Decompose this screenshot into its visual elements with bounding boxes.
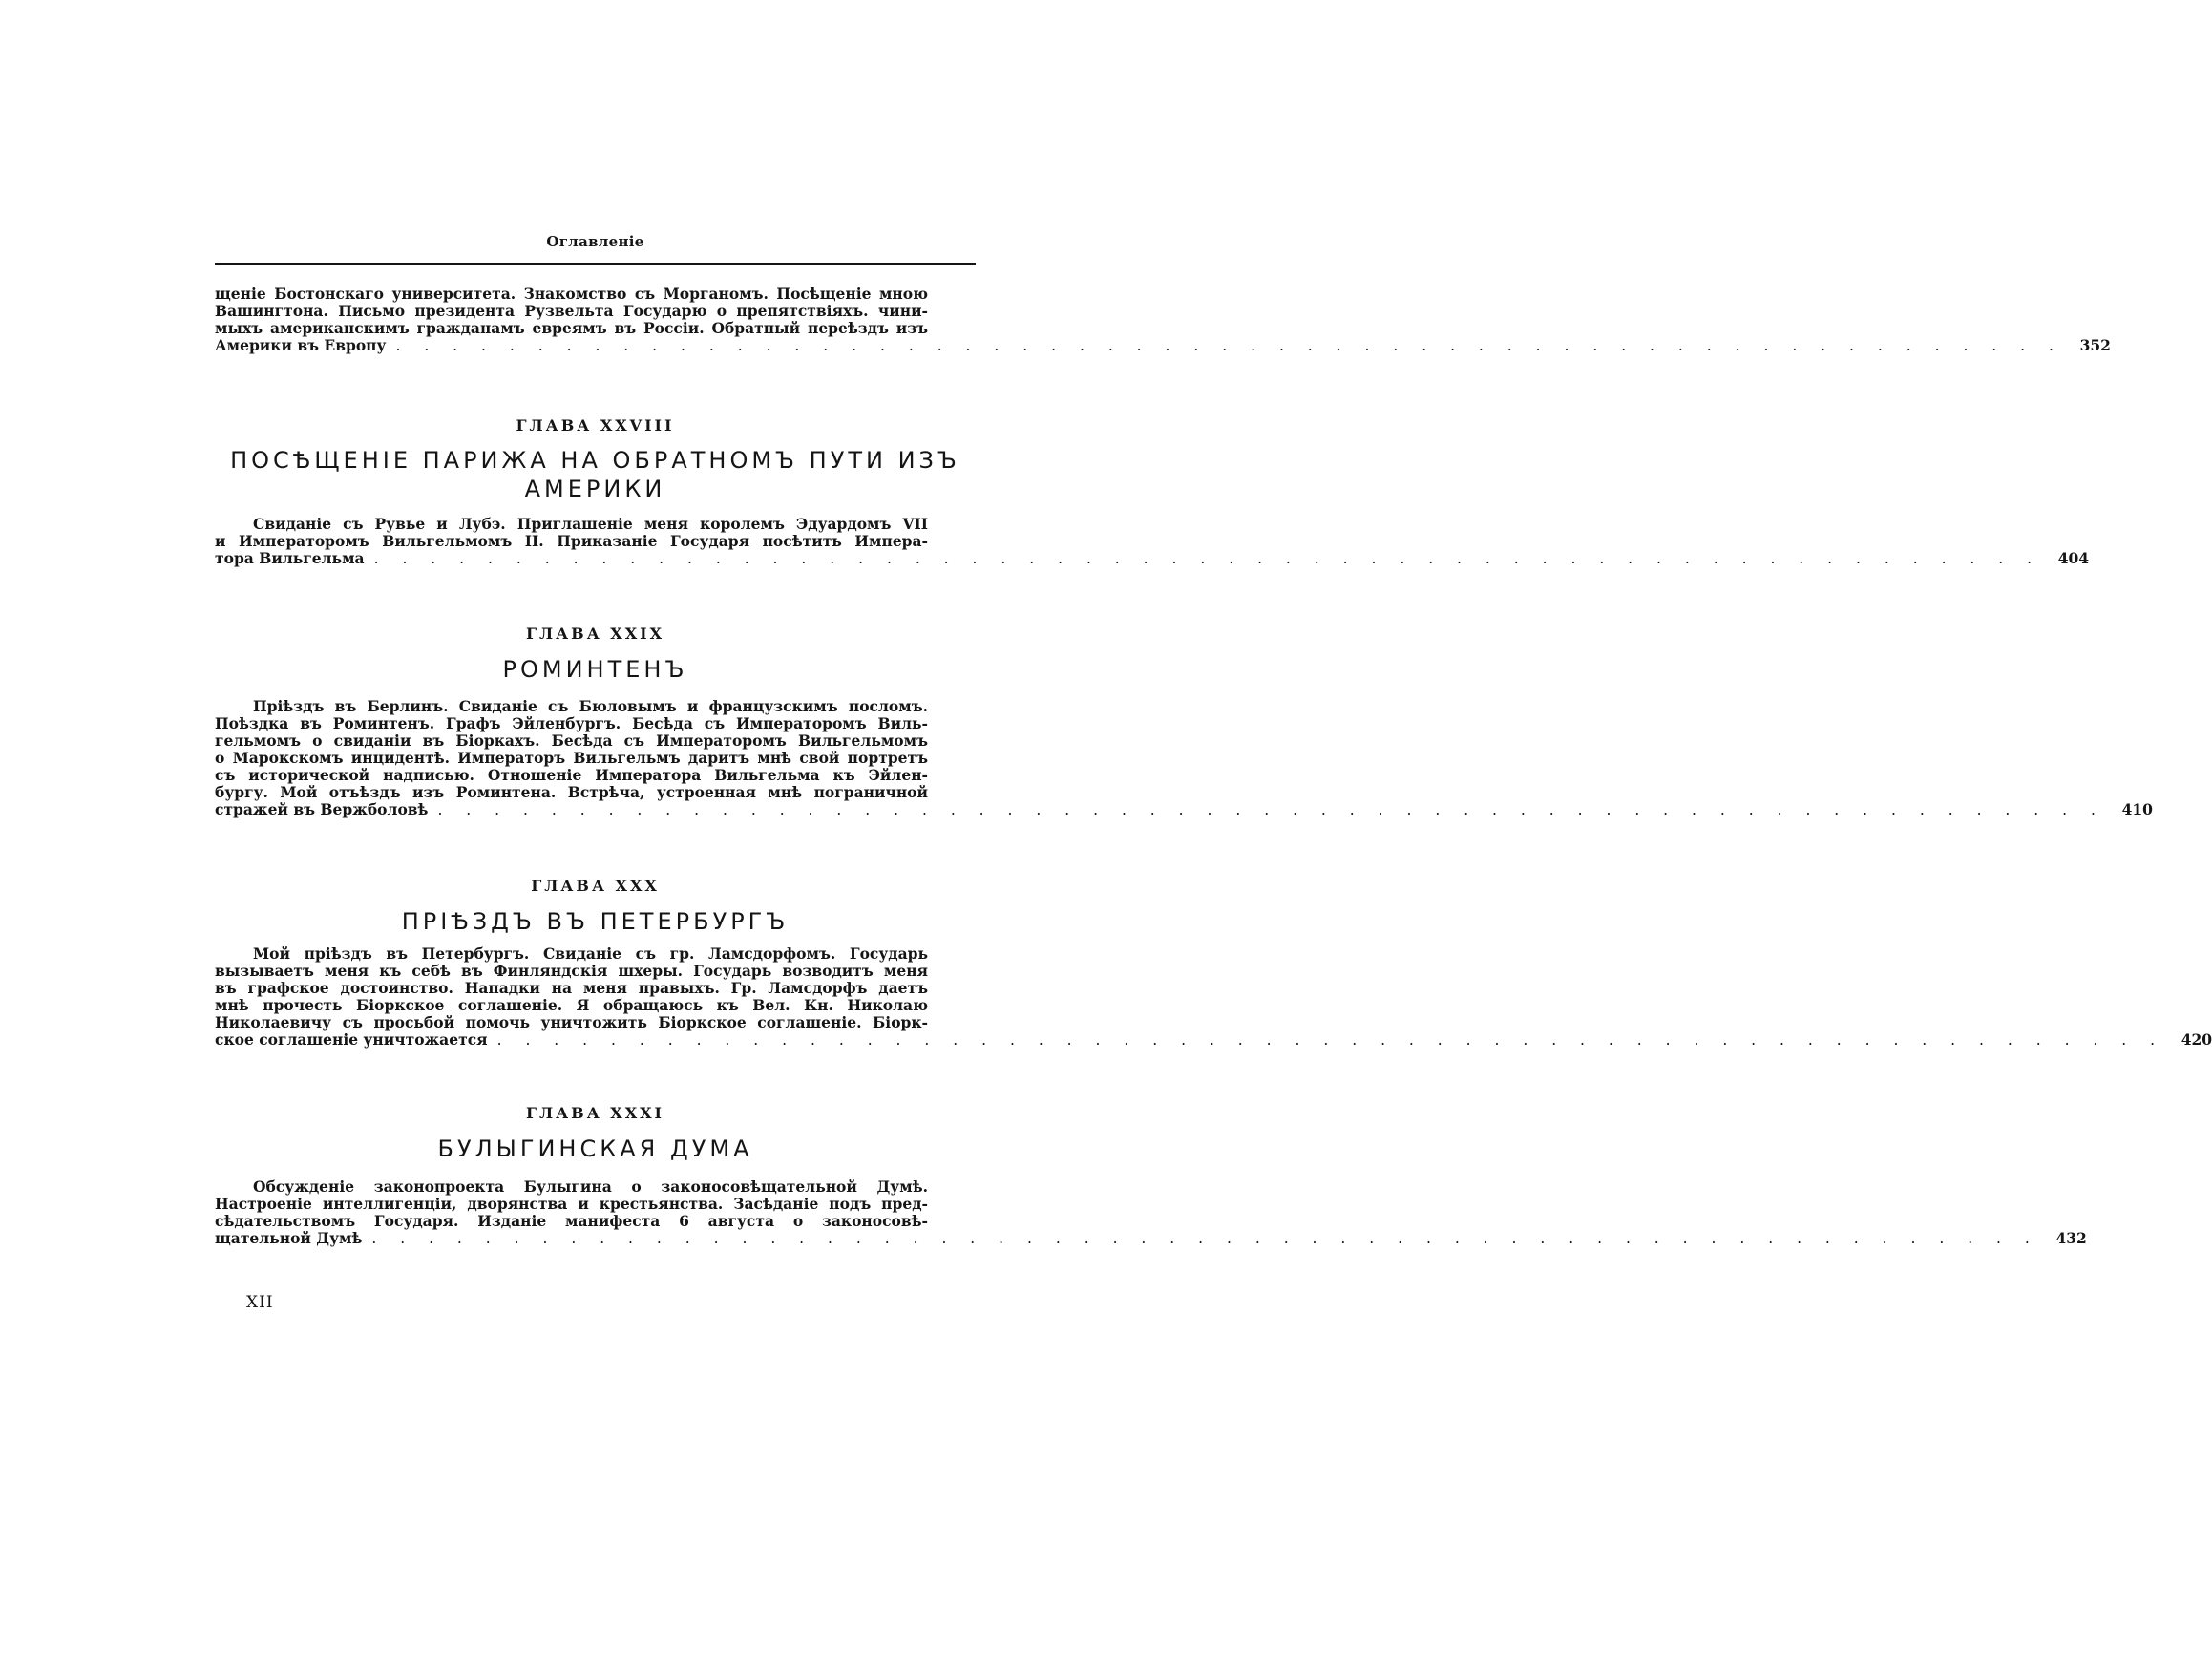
entry-line: и Императоромъ Вильгельмомъ II. Приказаніе Государя посѣтить Импера- <box>215 532 928 550</box>
entry-line: мыхъ американскимъ гражданамъ евреямъ въ Россіи. Обратный переѣздъ изъ <box>215 319 928 337</box>
chapter-title <box>215 655 976 684</box>
toc-entry <box>215 515 2090 567</box>
chapter-title-line: ПОСѢЩЕНІЕ ПАРИЖА НА ОБРАТНОМЪ ПУТИ ИЗЪ <box>230 447 960 474</box>
chapter-title-line: ПРІѢЗДЪ ВЪ ПЕТЕРБУРГЪ <box>401 908 790 935</box>
entry-line: щательной Думѣ <box>215 1229 363 1247</box>
toc-entry-continued <box>215 285 2111 354</box>
entry-page-number: 410 <box>2121 800 2153 818</box>
entry-line: Настроеніе интеллигенціи, дворянства и крестьянства. Засѣданіе подъ пред- <box>215 1195 928 1213</box>
entry-line: Мой пріѣздъ въ Петербургъ. Свиданіе съ гр. Ламсдорфомъ. Государь <box>253 944 928 963</box>
entry-line: Обсужденіе законопроекта Булыгина о законосовѣщательной Думѣ. <box>253 1177 928 1196</box>
entry-line: сѣдательствомъ Государя. Изданіе манифеста 6 августа о законосовѣ- <box>215 1212 928 1230</box>
chapter-label: ГЛАВА XXXI <box>525 1104 665 1122</box>
chapter-title-line: БУЛЫГИНСКАЯ ДУМА <box>437 1135 753 1162</box>
toc-entry <box>215 944 2212 1049</box>
page-number: XII <box>246 1293 274 1312</box>
entry-line: Вашингтона. Письмо президента Рузвельта Государю о препятствіяхъ. чини- <box>215 302 928 320</box>
chapter-title <box>215 907 976 936</box>
entry-line: о Марокскомъ инцидентѣ. Императоръ Вильгельмъ даритъ мнѣ свой портретъ <box>215 749 928 767</box>
entry-last-line <box>215 1229 2087 1247</box>
chapter-label: ГЛАВА XXVIII <box>516 416 675 435</box>
entry-line: Николаевичу съ просьбой помочь уничтожить Біоркское соглашеніе. Біорк- <box>215 1013 928 1031</box>
running-head: Оглавленіе <box>546 233 644 250</box>
entry-line: съ исторической надписью. Отношеніе Императора Вильгельма къ Эйлен- <box>215 766 928 784</box>
entry-line: мнѣ прочесть Біоркское соглашеніе. Я обращаюсь къ Вел. Кн. Николаю <box>215 996 928 1014</box>
entry-line: щеніе Бостонскаго университета. Знакомство съ Морганомъ. Посѣщеніе мною <box>215 285 928 303</box>
entry-last-line <box>215 336 2111 354</box>
entry-last-line <box>215 549 2090 567</box>
entry-line: тора Вильгельма <box>215 549 365 567</box>
toc-entry <box>215 697 2153 818</box>
entry-line: стражей въ Вержболовѣ <box>215 800 429 818</box>
dot-leader: . . . . . . . . . . . . . . . . . . . . . . . . . . . . . . . . . . . . . . . . . . . . . . . . . . . . . . . . . . . <box>395 337 2063 354</box>
chapter-label: ГЛАВА XXIX <box>525 625 665 643</box>
entry-line: Свиданіе съ Рувье и Лубэ. Приглашеніе меня королемъ Эдуардомъ VII <box>253 515 928 533</box>
header-rule <box>215 263 976 265</box>
chapter-title <box>215 446 976 503</box>
entry-page-number: 432 <box>2055 1229 2087 1247</box>
entry-page-number: 352 <box>2079 336 2111 354</box>
dot-leader: . . . . . . . . . . . . . . . . . . . . . . . . . . . . . . . . . . . . . . . . . . . . . . . . . . . . . . . . . . . <box>437 801 2105 818</box>
entry-line: въ графское достоинство. Нападки на меня правыхъ. Гр. Ламсдорфъ даетъ <box>215 979 928 997</box>
entry-line: Америки въ Европу <box>215 336 387 354</box>
toc-entry <box>215 1177 2087 1247</box>
entry-page-number: 404 <box>2057 549 2090 567</box>
entry-line: бургу. Мой отъѣздъ изъ Роминтена. Встрѣча, устроенная мнѣ пограничной <box>215 783 928 801</box>
entry-last-line <box>215 1030 2212 1049</box>
chapter-title <box>215 1134 976 1163</box>
entry-line: гельмомъ о свиданіи въ Біоркахъ. Бесѣда съ Императоромъ Вильгельмомъ <box>215 731 928 750</box>
dot-leader: . . . . . . . . . . . . . . . . . . . . . . . . . . . . . . . . . . . . . . . . . . . . . . . . . . . . . . . . . . . <box>371 1230 2039 1247</box>
dot-leader: . . . . . . . . . . . . . . . . . . . . . . . . . . . . . . . . . . . . . . . . . . . . . . . . . . . . . . . . . . . <box>373 550 2042 567</box>
chapter-title-line: РОМИНТЕНЪ <box>502 656 688 683</box>
chapter-title-line: АМЕРИКИ <box>524 476 666 502</box>
entry-page-number: 420 <box>2180 1030 2212 1049</box>
entry-line: Поѣздка въ Роминтенъ. Графъ Эйленбургъ. Бесѣда съ Императоромъ Виль- <box>215 714 928 732</box>
entry-line: ское соглашеніе уничтожается <box>215 1030 488 1049</box>
entry-line: вызываетъ меня къ себѣ въ Финляндскія шхеры. Государь возводитъ меня <box>215 962 928 980</box>
entry-line: Пріѣздъ въ Берлинъ. Свиданіе съ Бюловымъ и французскимъ посломъ. <box>253 697 928 715</box>
dot-leader: . . . . . . . . . . . . . . . . . . . . . . . . . . . . . . . . . . . . . . . . . . . . . . . . . . . . . . . . . . . <box>496 1031 2165 1049</box>
chapter-label: ГЛАВА XXX <box>531 877 660 895</box>
entry-last-line <box>215 800 2153 818</box>
